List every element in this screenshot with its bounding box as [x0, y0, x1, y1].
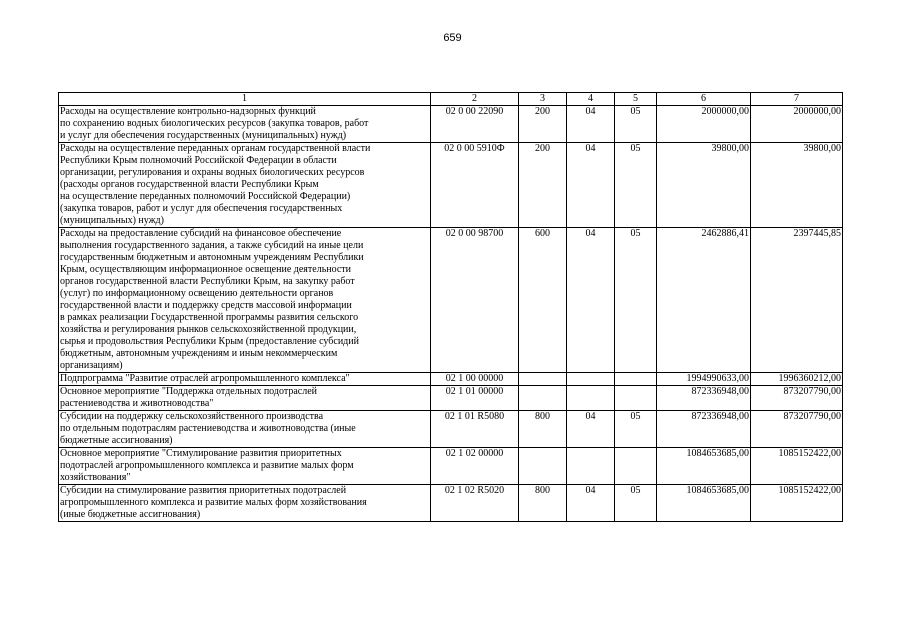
amount-year-2: 873207790,00 [751, 386, 843, 411]
amount-year-2: 2000000,00 [751, 106, 843, 143]
table-row [59, 386, 843, 411]
table-row [59, 106, 843, 143]
table-row [59, 448, 843, 485]
amount-year-2: 873207790,00 [751, 411, 843, 448]
amount-year-1: 39800,00 [657, 143, 751, 228]
expense-type: 200 [519, 143, 567, 228]
item-name: Расходы на предоставление субсидий на финансовое обеспечение выполнения государственного задания, а также субсидий на иные цели государственным бюджетным и автономным учреждениям Республики Крым, осуществляющим информационное освещение деятельности органов государственной власти Республики Крым, на закупку работ (услуг) по информационному освещению деятельности органов государственной власти и поддержку средств массовой информации в рамках реализации Государственной программы развития сельского хозяйства и регулирования рынков сельскохозяйственной продукции, сырья и продовольствия Республики Крым (предоставление субсидий бюджетным, автономным учреждениям и иным некоммерческим организациям) [59, 228, 431, 373]
subsection: 05 [615, 143, 657, 228]
target-code: 02 0 00 98700 [431, 228, 519, 373]
target-code: 02 1 02 00000 [431, 448, 519, 485]
amount-year-1: 872336948,00 [657, 411, 751, 448]
item-name: Основное мероприятие "Поддержка отдельных подотраслей растениеводства и животноводства" [59, 386, 431, 411]
subsection: 05 [615, 228, 657, 373]
subsection [615, 448, 657, 485]
subsection [615, 386, 657, 411]
table-row [59, 373, 843, 386]
section: 04 [567, 106, 615, 143]
amount-year-2: 39800,00 [751, 143, 843, 228]
amount-year-2: 1085152422,00 [751, 448, 843, 485]
target-code: 02 0 00 5910Ф [431, 143, 519, 228]
amount-year-2: 1085152422,00 [751, 485, 843, 522]
column-header-2: 2 [431, 93, 519, 106]
target-code: 02 1 00 00000 [431, 373, 519, 386]
item-name: Субсидии на поддержку сельскохозяйственного производства по отдельным подотраслям растениеводства и животноводства (иные бюджетные ассигнования) [59, 411, 431, 448]
section: 04 [567, 411, 615, 448]
item-name: Субсидии на стимулирование развития приоритетных подотраслей агропромышленного комплекса и развитие малых форм хозяйствования (иные бюджетные ассигнования) [59, 485, 431, 522]
amount-year-1: 1084653685,00 [657, 448, 751, 485]
amount-year-1: 872336948,00 [657, 386, 751, 411]
section [567, 373, 615, 386]
table-row [59, 411, 843, 448]
expense-type: 200 [519, 106, 567, 143]
header-row [59, 93, 843, 106]
budget-table [58, 92, 843, 522]
column-header-4: 4 [567, 93, 615, 106]
subsection: 05 [615, 411, 657, 448]
expense-type: 600 [519, 228, 567, 373]
section: 04 [567, 228, 615, 373]
target-code: 02 1 01 R5080 [431, 411, 519, 448]
section [567, 386, 615, 411]
subsection [615, 373, 657, 386]
subsection: 05 [615, 106, 657, 143]
expense-type [519, 373, 567, 386]
page-number: 659 [443, 32, 462, 44]
target-code: 02 1 01 00000 [431, 386, 519, 411]
amount-year-1: 2462886,41 [657, 228, 751, 373]
amount-year-1: 1994990633,00 [657, 373, 751, 386]
target-code: 02 0 00 22090 [431, 106, 519, 143]
item-name: Расходы на осуществление контрольно-надзорных функций по сохранению водных биологических ресурсов (закупка товаров, работ и услуг для обеспечения государственных (муниципальных) нужд) [59, 106, 431, 143]
expense-type: 800 [519, 411, 567, 448]
table-row [59, 143, 843, 228]
expense-type: 800 [519, 485, 567, 522]
column-header-3: 3 [519, 93, 567, 106]
item-name: Подпрограмма "Развитие отраслей агропромышленного комплекса" [59, 373, 431, 386]
item-name: Расходы на осуществление переданных органам государственной власти Республики Крым полномочий Российской Федерации в области организации, регулирования и охраны водных биологических ресурсов (расходы органов государственной власти Республики Крым на осуществление переданных полномочий Российской Федерации) (закупка товаров, работ и услуг для обеспечения государственных (муниципальных) нужд) [59, 143, 431, 228]
column-header-6: 6 [657, 93, 751, 106]
expense-type [519, 448, 567, 485]
amount-year-2: 2397445,85 [751, 228, 843, 373]
amount-year-1: 1084653685,00 [657, 485, 751, 522]
section: 04 [567, 485, 615, 522]
amount-year-2: 1996360212,00 [751, 373, 843, 386]
column-header-7: 7 [751, 93, 843, 106]
amount-year-1: 2000000,00 [657, 106, 751, 143]
expense-type [519, 386, 567, 411]
table-row [59, 228, 843, 373]
subsection: 05 [615, 485, 657, 522]
section [567, 448, 615, 485]
target-code: 02 1 02 R5020 [431, 485, 519, 522]
item-name: Основное мероприятие "Стимулирование развития приоритетных подотраслей агропромышленного комплекса и развитие малых форм хозяйствования" [59, 448, 431, 485]
column-header-5: 5 [615, 93, 657, 106]
table-row [59, 485, 843, 522]
section: 04 [567, 143, 615, 228]
column-header-1: 1 [59, 93, 431, 106]
